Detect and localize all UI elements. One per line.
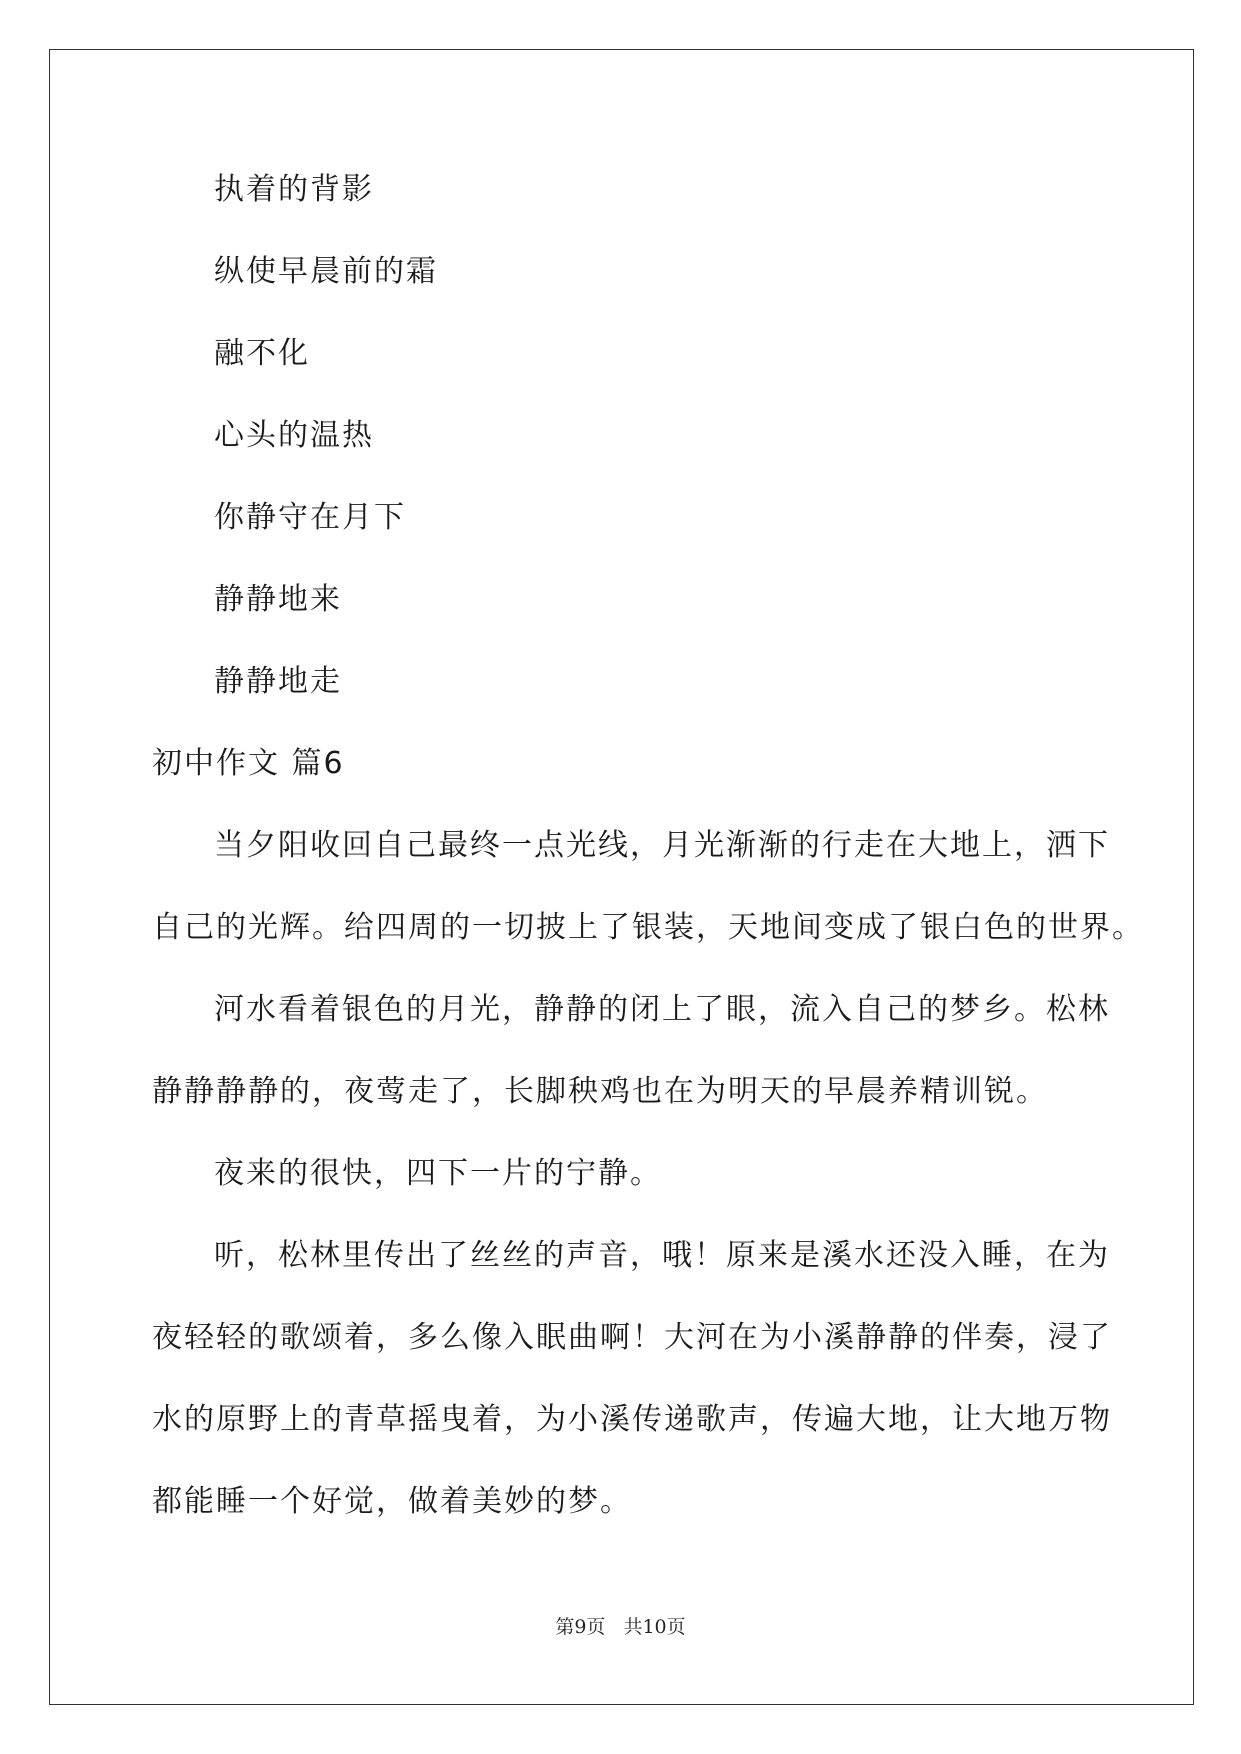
section-heading: 初中作文 篇6 — [152, 746, 345, 781]
poem-line: 你静守在月下 — [214, 500, 406, 535]
poem-line: 静静地来 — [214, 582, 342, 617]
paragraph-line: 水的原野上的青草摇曳着，为小溪传递歌声，传遍大地，让大地万物 — [152, 1402, 1112, 1437]
page-total: 共10页 — [623, 1616, 686, 1638]
paragraph-line: 听，松林里传出了丝丝的声音，哦！原来是溪水还没入睡，在为 — [214, 1238, 1110, 1273]
page-number: 第9页 — [555, 1616, 606, 1638]
page-border — [49, 49, 1194, 1705]
paragraph-line: 静静静静的，夜莺走了，长脚秧鸡也在为明天的早晨养精训锐。 — [152, 1074, 1048, 1109]
paragraph-line: 都能睡一个好觉，做着美妙的梦。 — [152, 1484, 632, 1519]
poem-line: 静静地走 — [214, 664, 342, 699]
paragraph-line: 夜来的很快，四下一片的宁静。 — [214, 1156, 662, 1191]
paragraph-line: 自己的光辉。给四周的一切披上了银装，天地间变成了银白色的世界。 — [152, 910, 1144, 945]
page-footer — [0, 1614, 1241, 1640]
paragraph-line: 河水看着银色的月光，静静的闭上了眼，流入自己的梦乡。松林 — [214, 992, 1110, 1027]
poem-line: 纵使早晨前的霜 — [214, 254, 438, 289]
paragraph-line: 当夕阳收回自己最终一点光线，月光渐渐的行走在大地上，洒下 — [214, 828, 1110, 863]
paragraph-line: 夜轻轻的歌颂着，多么像入眠曲啊！大河在为小溪静静的伴奏，浸了 — [152, 1320, 1112, 1355]
poem-line: 执着的背影 — [214, 172, 374, 207]
poem-line: 心头的温热 — [214, 418, 374, 453]
poem-line: 融不化 — [214, 336, 310, 371]
